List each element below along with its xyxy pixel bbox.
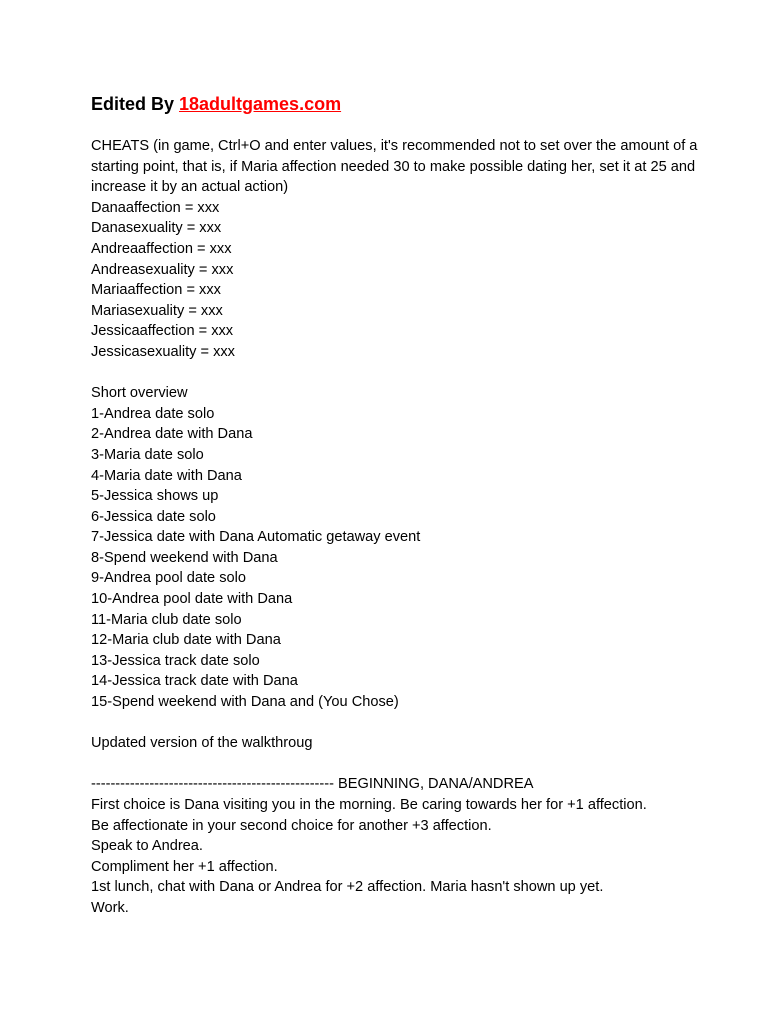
cheat-item: Mariasexuality = xxx bbox=[91, 302, 223, 319]
overview-item: 8-Spend weekend with Dana bbox=[91, 549, 278, 566]
site-link[interactable]: 18adultgames.com bbox=[179, 94, 342, 114]
overview-item: 13-Jessica track date solo bbox=[91, 652, 260, 669]
overview-item: 1-Andrea date solo bbox=[91, 405, 215, 422]
cheats-intro: CHEATS (in game, Ctrl+O and enter values, it's recommended not to set over the amount of a starting point, that is, if Maria affection needed 30 to make possible dating her, set it at 25 and increase it by an actual action) bbox=[91, 138, 698, 196]
walkthrough-line: Compliment her +1 affection. bbox=[91, 858, 278, 875]
walkthrough-line: 1st lunch, chat with Dana or Andrea for +2 affection. Maria hasn't shown up yet. bbox=[91, 879, 604, 896]
spacer bbox=[91, 363, 731, 384]
cheat-item: Jessicasexuality = xxx bbox=[91, 343, 235, 360]
overview-heading: Short overview bbox=[91, 385, 188, 402]
overview-item: 11-Maria club date solo bbox=[91, 611, 242, 628]
overview-item: 10-Andrea pool date with Dana bbox=[91, 591, 293, 608]
document-page bbox=[91, 92, 731, 919]
spacer bbox=[91, 754, 731, 775]
walkthrough-line: Work. bbox=[91, 899, 129, 916]
overview-list bbox=[91, 404, 731, 713]
overview-item: 2-Andrea date with Dana bbox=[91, 426, 253, 443]
spacer bbox=[91, 713, 731, 734]
cheat-item: Danasexuality = xxx bbox=[91, 220, 222, 237]
overview-item: 7-Jessica date with Dana Automatic getaway event bbox=[91, 529, 421, 546]
cheat-item: Danaaffection = xxx bbox=[91, 199, 220, 216]
overview-item: 5-Jessica shows up bbox=[91, 488, 219, 505]
cheat-item: Andreasexuality = xxx bbox=[91, 261, 234, 278]
page-title bbox=[91, 92, 731, 116]
overview-item: 6-Jessica date solo bbox=[91, 508, 216, 525]
walkthrough-line: Speak to Andrea. bbox=[91, 838, 203, 855]
overview-item: 14-Jessica track date with Dana bbox=[91, 673, 298, 690]
cheat-item: Andreaaffection = xxx bbox=[91, 240, 232, 257]
overview-item: 9-Andrea pool date solo bbox=[91, 570, 246, 587]
overview-item: 4-Maria date with Dana bbox=[91, 467, 242, 484]
walkthrough-line: First choice is Dana visiting you in the morning. Be caring towards her for +1 affection. bbox=[91, 797, 647, 813]
overview-item: 3-Maria date solo bbox=[91, 446, 204, 463]
updated-note: Updated version of the walkthroug bbox=[91, 735, 313, 752]
cheat-item: Jessicaaffection = xxx bbox=[91, 323, 234, 340]
walkthrough-line: Be affectionate in your second choice for another +3 affection. bbox=[91, 817, 492, 834]
section-header: -------------------------------------------------- BEGINNING, DANA/ANDREA bbox=[91, 776, 534, 793]
title-prefix: Edited By bbox=[91, 94, 180, 114]
cheat-list bbox=[91, 198, 731, 363]
overview-item: 12-Maria club date with Dana bbox=[91, 632, 281, 649]
overview-item: 15-Spend weekend with Dana and (You Chose) bbox=[91, 694, 399, 711]
cheat-item: Mariaaffection = xxx bbox=[91, 282, 221, 299]
